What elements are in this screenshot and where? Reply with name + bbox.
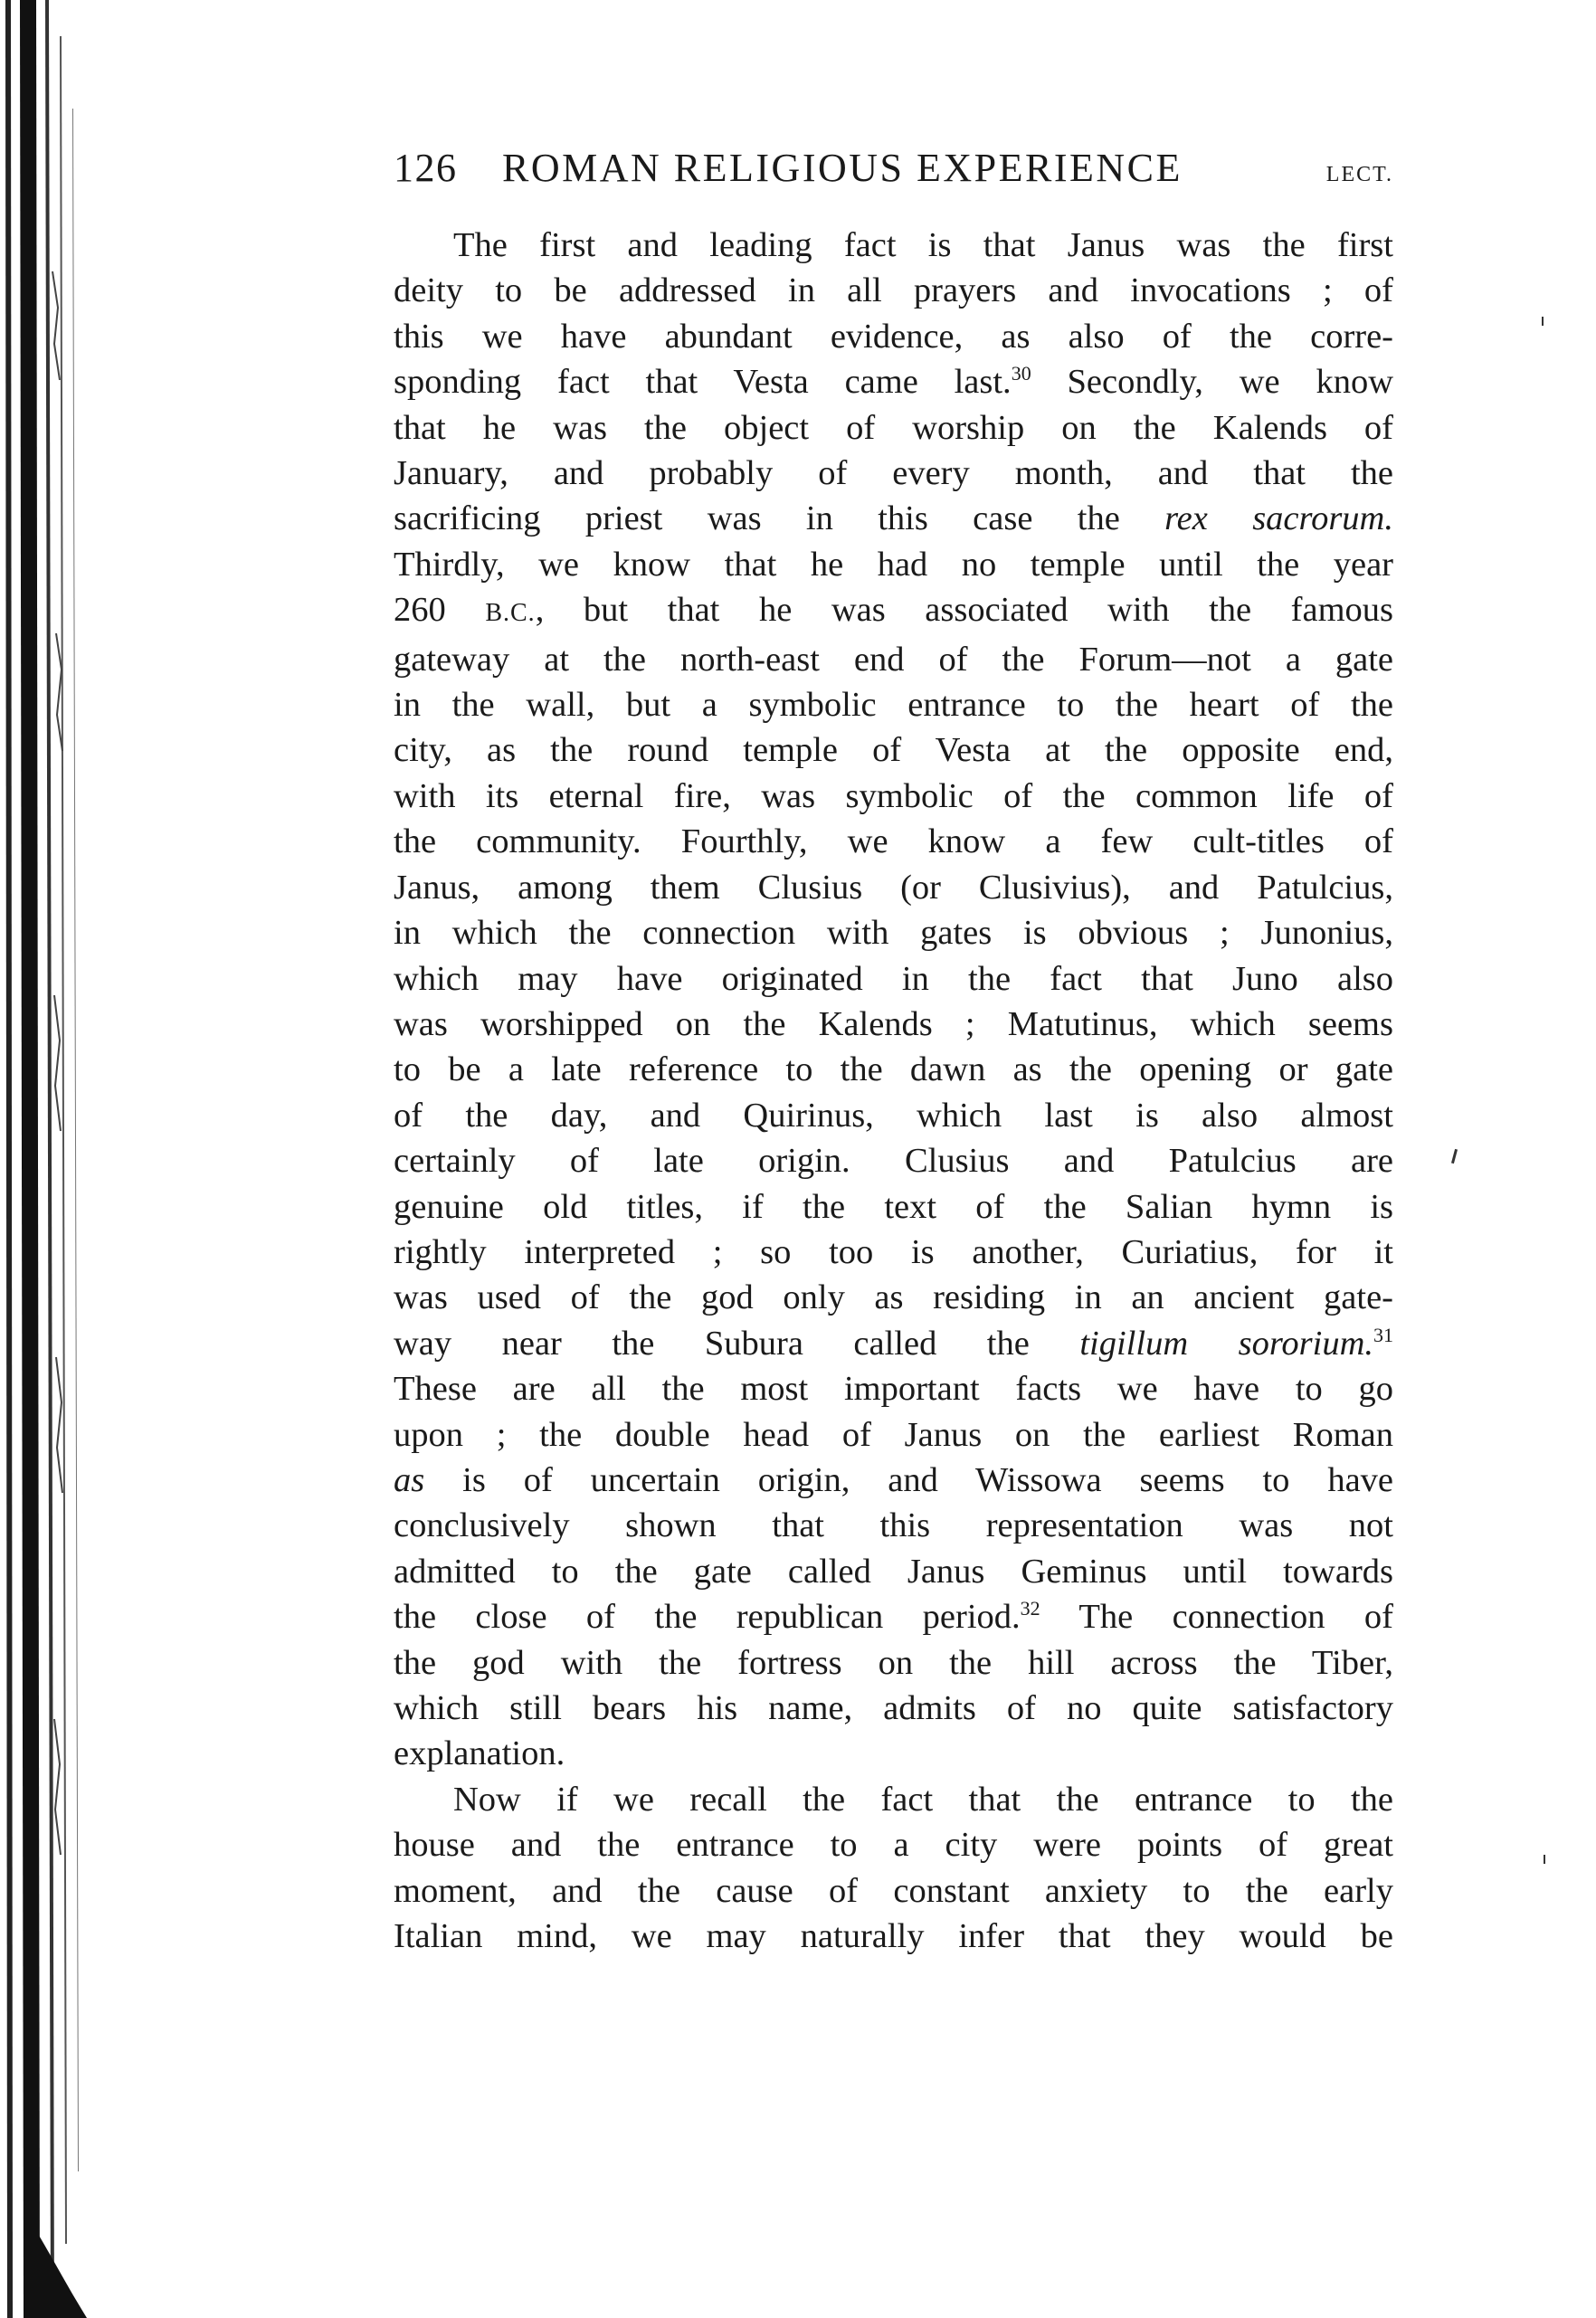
text-line: The first and leading fact is that Janus was the first [453,226,1393,264]
book-page [394,145,1393,1959]
body-paragraph-2 [394,1777,1393,1960]
text-line: with its eternal fire, was symbolic of the common life of [394,776,1393,815]
body-paragraph-1 [394,223,1393,1777]
text-line: deity to be addressed in all prayers and invocations ; of [394,271,1393,310]
text-line: certainly of late origin. Clusius and Patulcius are [394,1142,1393,1181]
margin-speck [1542,317,1544,326]
text-line [394,496,1393,541]
italic-term: rex sacrorum. [1164,499,1393,538]
footnote-ref-31: 31 [1373,1323,1394,1346]
margin-speck [1544,1855,1545,1864]
text-line: the god with the fortress on the hill across the Tiber, [394,1643,1393,1682]
text-line: was used of the god only as residing in an ancient gate- [394,1278,1393,1317]
text-line: explanation. [394,1734,565,1773]
text-run: is of uncertain origin, and Wissowa seems to have [462,1460,1393,1499]
text-line: January, and probably of every month, and that the [394,454,1393,493]
text-run: sacrificing priest was in this case the [394,499,1120,538]
text-line: city, as the round temple of Vesta at the opposite end, [394,731,1393,770]
text-line: These are all the most important facts we have to go [394,1370,1393,1409]
running-head [394,145,1393,208]
text-run: The connection of [1078,1598,1393,1637]
footnote-ref-30: 30 [1011,362,1031,385]
text-line: the community. Fourthly, we know a few cult-titles of [394,822,1393,861]
text-line: Italian mind, we may naturally infer that they would be [394,1917,1393,1956]
italic-term: as [394,1460,425,1499]
text-line: upon ; the double head of Janus on the earliest Roman [394,1415,1393,1454]
text-run: the close of the republican period. [394,1598,1021,1637]
text-line: admitted to the gate called Janus Geminus until towards [394,1552,1393,1591]
text-line [394,1458,1393,1503]
text-line: Janus, among them Clusius (or Clusivius), and Patulcius, [394,868,1393,907]
text-line [394,1594,1393,1639]
text-line: was worshipped on the Kalends ; Matutinus, which seems [394,1004,1393,1043]
text-run: Secondly, we know [1067,363,1394,402]
text-run: way near the Subura called the [394,1324,1030,1363]
text-run: 260 [394,591,446,630]
footnote-ref-32: 32 [1020,1597,1040,1620]
text-line [394,359,1393,404]
text-line: house and the entrance to a city were points of great [394,1826,1393,1865]
text-line: that he was the object of worship on the Kalends of [394,408,1393,447]
text-line: in which the connection with gates is obvious ; Junonius, [394,914,1393,953]
section-marker: LECT. [1325,163,1393,186]
text-line: conclusively shown that this representation was not [394,1506,1393,1545]
text-line: this we have abundant evidence, as also of the corre- [394,317,1393,356]
text-line: which still bears his name, admits of no quite satisfactory [394,1689,1393,1727]
page-number: 126 [394,146,458,190]
small-caps-text: B.C. [485,599,536,628]
text-line: genuine old titles, if the text of the Salian hymn is [394,1187,1393,1226]
text-line: rightly interpreted ; so too is another, Curiatius, for it [394,1232,1393,1271]
text-run: sponding fact that Vesta came last. [394,363,1012,402]
text-line: of the day, and Quirinus, which last is also almost [394,1096,1393,1135]
margin-speck [1451,1149,1458,1164]
text-line [394,587,1393,636]
text-line: to be a late reference to the dawn as the opening or gate [394,1050,1393,1089]
text-run: , but that he was associated with the famous [535,591,1394,630]
text-line: in the wall, but a symbolic entrance to the heart of the [394,686,1393,725]
text-line: moment, and the cause of constant anxiety to the early [394,1871,1393,1910]
running-title: ROMAN RELIGIOUS EXPERIENCE [502,146,1183,190]
book-spine-edge [0,0,90,2318]
italic-term: tigillum sororium. [1079,1324,1374,1363]
text-line: Thirdly, we know that he had no temple until the year [394,545,1393,584]
text-line: Now if we recall the fact that the entrance to the [453,1780,1393,1819]
text-line: which may have originated in the fact that Juno also [394,959,1393,998]
text-line: gateway at the north-east end of the Forum—not a gate [394,640,1393,679]
text-line [394,1321,1393,1366]
